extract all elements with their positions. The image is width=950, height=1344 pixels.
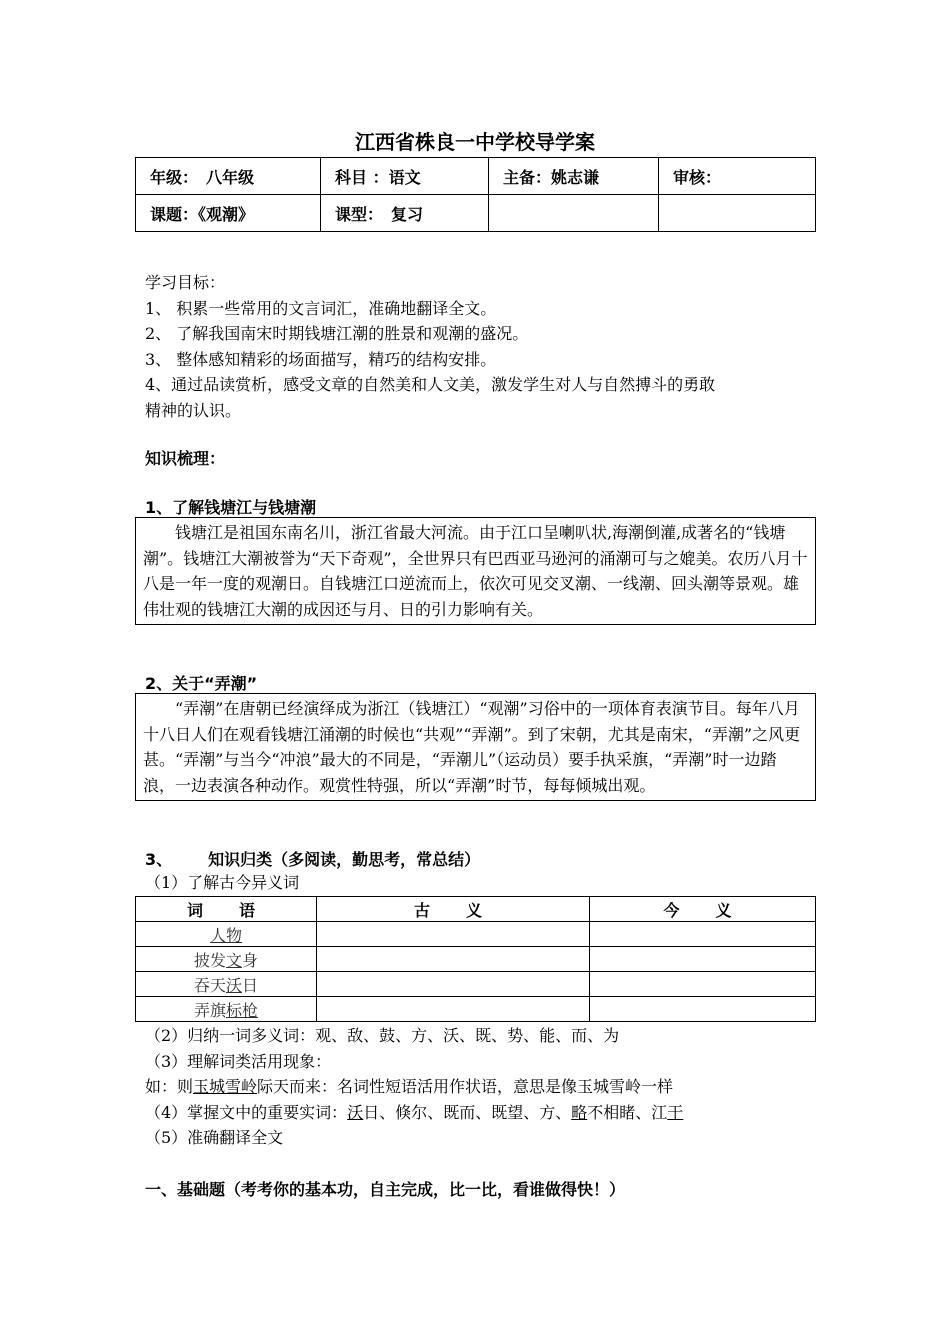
objectives-heading: 学习目标： [145,273,226,292]
section3-title-text: 知识归类（多阅读，勤思考，常总结） [208,850,481,869]
empty-cell [489,195,659,232]
page-title: 江西省株良一中学校导学案 [355,130,595,154]
objective-item: 2、 了解我国南宋时期钱塘江潮的胜景和观潮的盛况。 [145,324,529,343]
col-header-ancient: 古 义 [317,897,590,922]
part1-heading: 一、基础题（考考你的基本功，自主完成，比一比，看谁做得快！） [145,1180,626,1199]
section3-title [145,847,480,870]
sub3: （3）理解词类活用现象： [145,1051,332,1071]
knowledge-heading: 知识梳理： [145,449,226,468]
table-row [136,997,816,1022]
word-cell: 人物 [136,922,317,947]
preparer-cell: 主备：姚志谦 [489,158,659,195]
table-row [136,972,816,997]
table-row [136,922,816,947]
sub5: （5）准确翻译全文 [145,1128,284,1147]
grade-cell: 年级： 八年级 [136,158,321,195]
empty-cell [659,195,816,232]
section3-notes [145,1023,683,1151]
lesson-type-cell: 课型： 复习 [321,195,489,232]
modern-meaning-cell [590,947,816,972]
section1-title: 1、了解钱塘江与钱塘潮 [145,498,317,517]
word-cell: 披发文身 [136,947,317,972]
topic-cell: 课题：《观潮》 [136,195,321,232]
section3-number: 3、 [145,850,173,869]
ancient-meaning-cell [317,947,590,972]
word-cell: 弄旗标枪 [136,997,317,1022]
ancient-meaning-cell [317,922,590,947]
modern-meaning-cell [590,922,816,947]
sub1: （1）了解古今异义词 [145,873,300,892]
header-table [135,157,816,232]
objective-item: 4、通过品读赏析，感受文章的自然美和人文美，激发学生对人与自然搏斗的勇敢 [145,375,716,394]
sub4: （4）掌握文中的重要实词：沃日、倏尔、既而、既望、方、略不相睹、江干 [145,1102,684,1122]
modern-meaning-cell [590,972,816,997]
subject-cell: 科目 ：语文 [321,158,489,195]
table-row [136,947,816,972]
col-header-word: 词 语 [136,897,317,922]
ancient-meaning-cell [317,997,590,1022]
section1-box: 钱塘江是祖国东南名川，浙江省最大河流。由于江口呈喇叭状,海潮倒灌,成著名的“钱塘潮”。钱塘江大潮被誉为“天下奇观”，全世界只有巴西亚马逊河的涌潮可与之媲美。农历八月十八是一年一度的观潮日。自钱塘江口逆流而上，依次可见交叉潮、一线潮、回头潮等景观。雄伟壮观的钱塘江大潮的成因还与月、日的引力影响有关。 [135,517,816,625]
objective-item: 3、 整体感知精彩的场面描写，精巧的结构安排。 [145,349,497,369]
objective-item: 1、 积累一些常用的文言词汇，准确地翻译全文。 [145,298,497,318]
sub2: （2）归纳一词多义词：观、敌、鼓、方、沃、既、势、能、而、为 [145,1026,620,1045]
objective-item: 精神的认识。 [145,400,242,420]
section2-title: 2、关于“弄潮” [145,674,258,693]
example-line: 如：则玉城雪岭际天而来：名词性短语活用作状语，意思是像玉城雪岭一样 [145,1077,674,1096]
word-cell: 吞天沃日 [136,972,317,997]
modern-meaning-cell [590,997,816,1022]
learning-objectives [145,270,715,423]
vocab-table [135,896,816,1022]
ancient-meaning-cell [317,972,590,997]
col-header-modern: 今 义 [590,897,816,922]
section2-box: “弄潮”在唐朝已经演绎成为浙江（钱塘江）“观潮”习俗中的一项体育表演节目。每年八月十八日人们在观看钱塘江涌潮的时候也“共观”“弄潮”。到了宋朝，尤其是南宋，“弄潮”之风更甚。“弄潮”与当今“冲浪”最大的不同是，“弄潮儿”（运动员）要手执采旗，“弄潮”时一边踏浪，一边表演各种动作。观赏性特强，所以“弄潮”时节，每每倾城出观。 [135,693,816,801]
review-cell: 审核： [659,158,816,195]
